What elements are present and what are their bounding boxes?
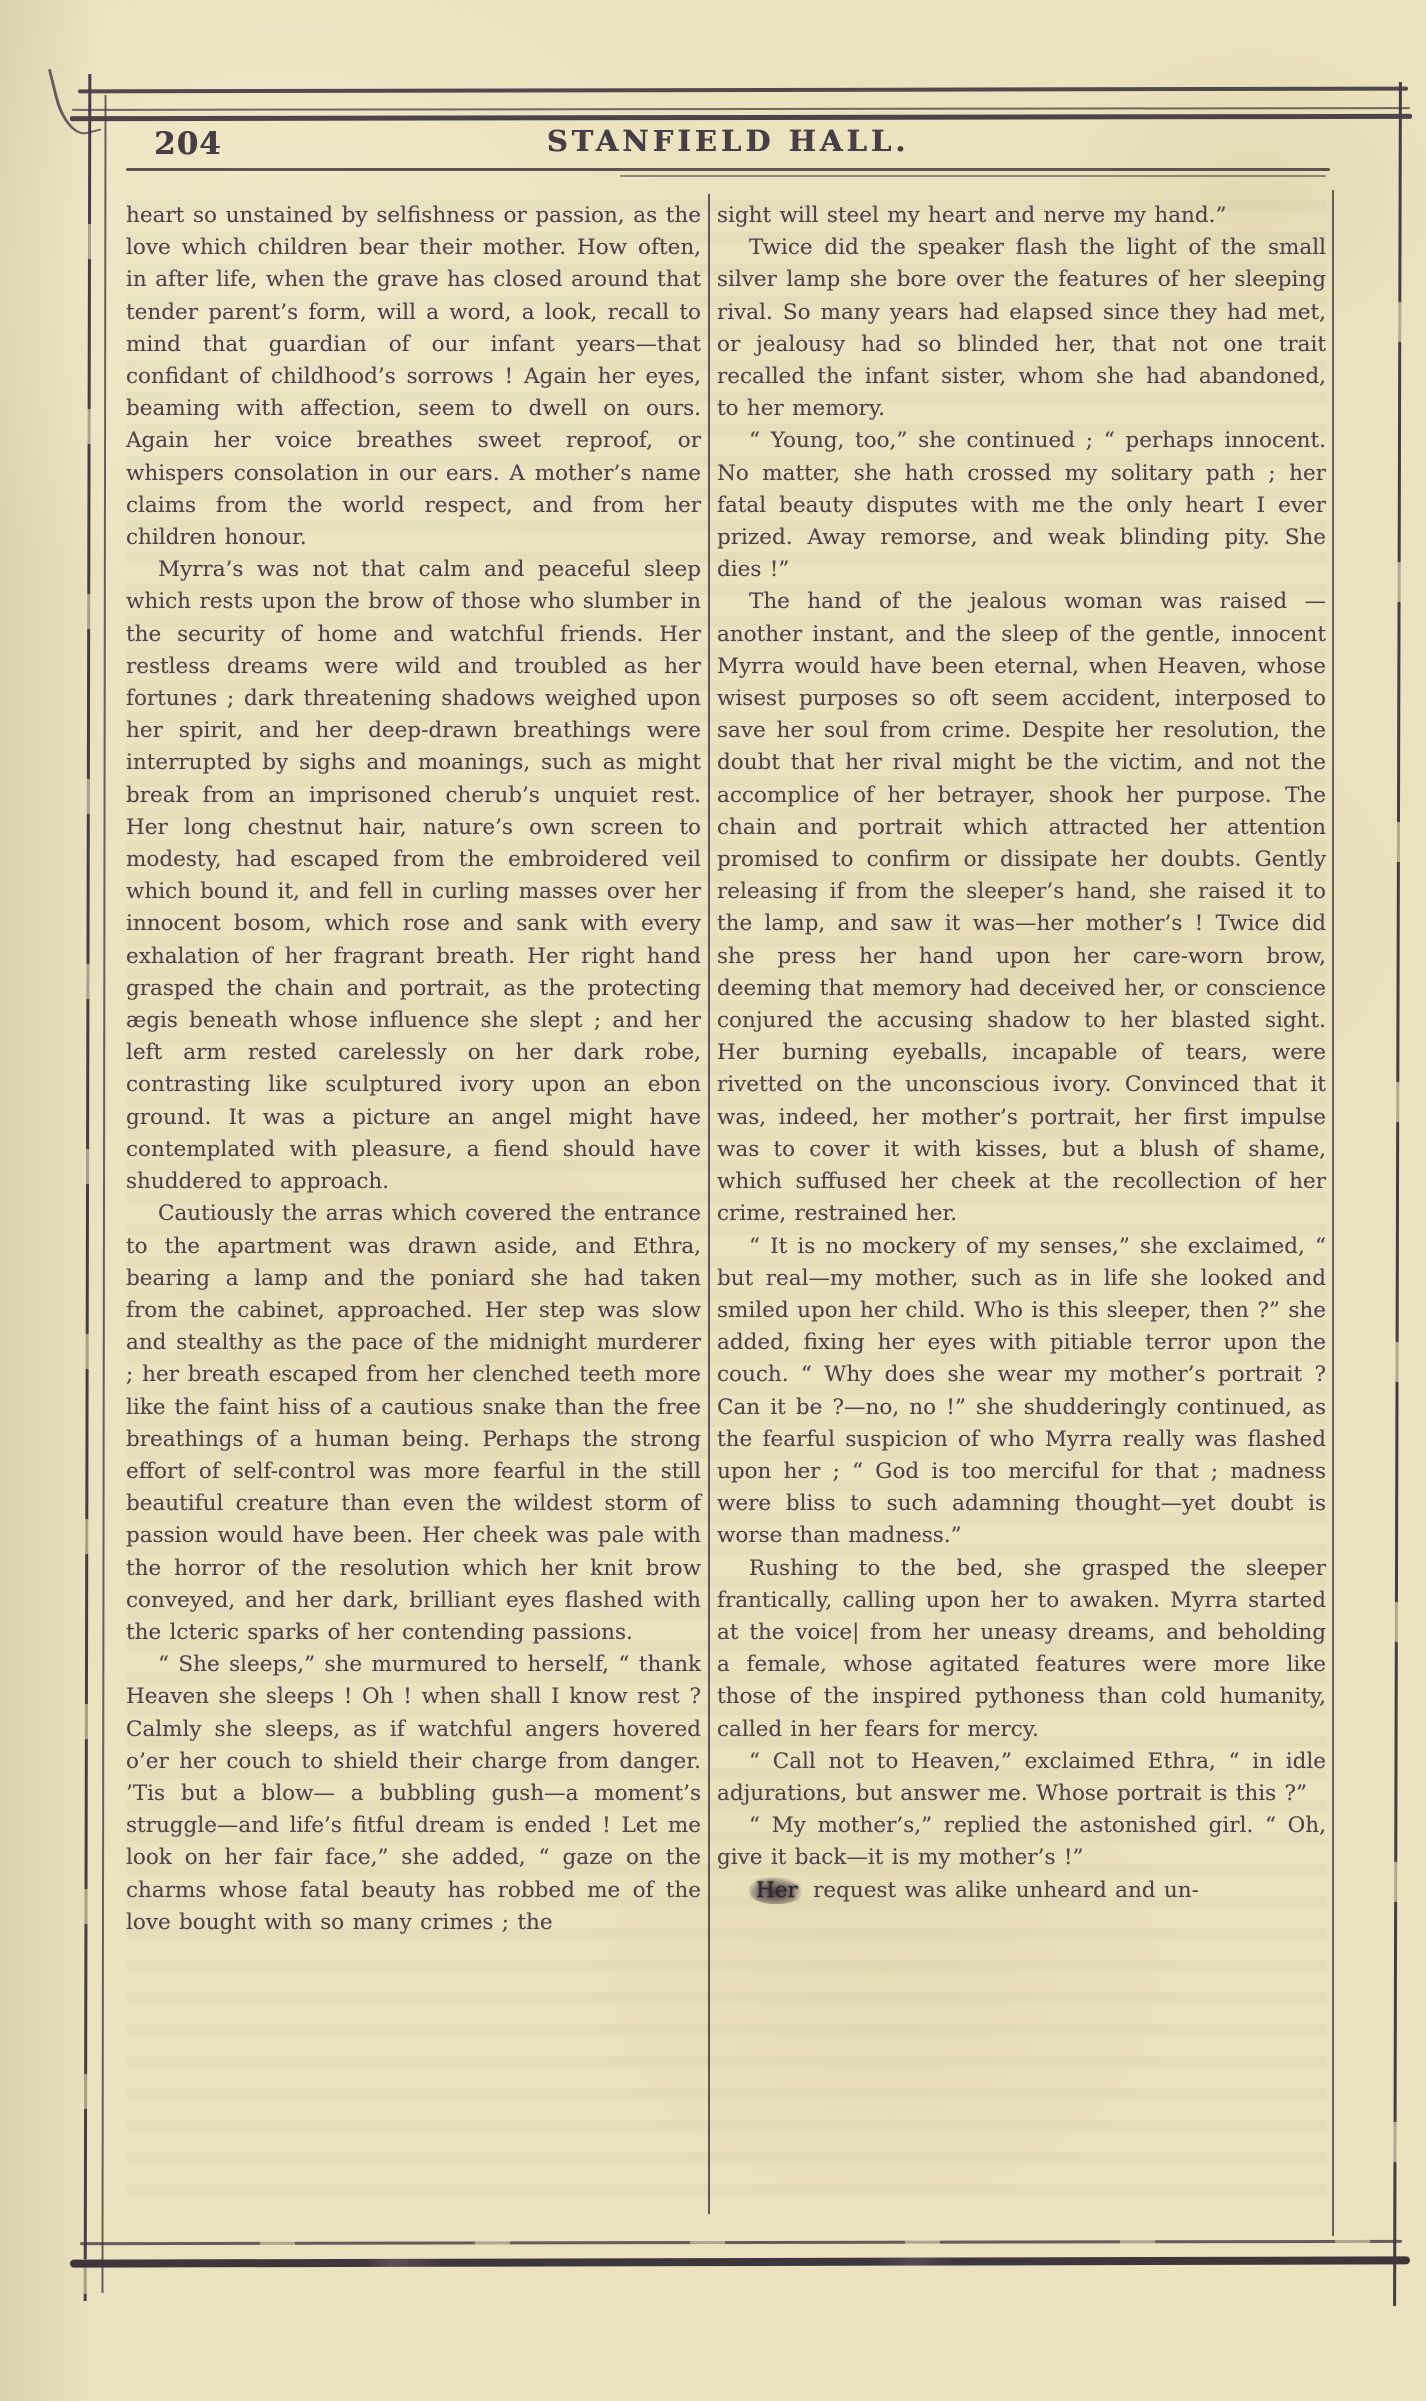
paragraph: sight will steel my heart and nerve my hand.”	[717, 203, 1227, 228]
left-page-edge-line	[84, 74, 92, 2301]
top-border-rule-inner	[70, 114, 1412, 121]
paragraph: “ Young, too,” she continued ; “ perhaps innocent. No matter, she hath crossed my solitary path ; her fatal beauty disputes with me the only heart I ever prized. Away remorse, and weak blinding pity. She dies !”	[717, 428, 1326, 583]
ink-blotted-word: Her	[749, 1877, 805, 1904]
left-frame-line	[101, 95, 106, 2293]
text-columns	[126, 200, 1326, 2210]
right-frame-line	[1332, 190, 1334, 2236]
paragraph: Cautiously the arras which covered the entrance to the apartment was drawn aside, and Ethra, bearing a lamp and the poniard she had taken from the cabinet, approached. Her step was slow and stealthy as the pace of the midnight murderer ; her breath escaped from her clenched teeth more like the faint hiss of a cautious snake than the free breathings of a human being. Perhaps the strong effort of self-control was more fearful in the still beautiful creature than even the wildest storm of passion would have been. Her cheek was pale with the horror of the resolution which her knit brow conveyed, and her dark, brilliant eyes flashed with the lcteric sparks of her contending passions.	[126, 1201, 701, 1645]
header-rule	[126, 168, 1330, 171]
page-number: 204	[154, 126, 222, 162]
paragraph: “ My mother’s,” replied the astonished girl. “ Oh, give it back—it is my mother’s !”	[717, 1813, 1326, 1871]
paragraph: “ Call not to Heaven,” exclaimed Ethra, “ in idle adjurations, but answer me. Whose portrait is this ?”	[717, 1748, 1326, 1806]
paragraph: “ It is no mockery of my senses,” she exclaimed, “ but real—my mother, such as in life she looked and smiled upon her child. Who is this sleeper, then ?” she added, fixing her eyes with pitiable terror upon the couch. “ Why does she wear my mother’s portrait ? Can it be ?—no, no !” she shudderingly continued, as the fearful suspicion of who Myrra really was flashed upon her ; “ God is too merciful for that ; madness were bliss to such adamning thought—yet doubt is worse than madness.”	[717, 1233, 1326, 1549]
right-page-edge-line	[1393, 82, 1402, 2306]
right-column-paragraphs	[717, 200, 1326, 1875]
corner-pen-mark	[48, 61, 101, 140]
paragraph: The hand of the jealous woman was raised —another instant, and the sleep of the gentle, innocent Myrra would have been eternal, when Heaven, whose wisest purposes so oft seem accident, interposed to save her soul from crime. Despite her resolution, the doubt that her rival might be the victim, and not the accomplice of her betrayer, shook her purpose. The chain and portrait which attracted her attention promised to confirm or dissipate her doubts. Gently releasing if from the sleeper’s hand, she raised it to the lamp, and saw it was—her mother’s ! Twice did she press her hand upon her care-worn brow, deeming that memory had deceived her, or conscience conjured the accusing shadow to her blasted sight. Her burning eyeballs, incapable of tears, were rivetted on the unconscious ivory. Convinced that it was, indeed, her mother’s portrait, her first impulse was to cover it with kisses, but a blush of shame, which suffused her cheek at the recollection of her crime, restrained her.	[717, 589, 1326, 1227]
final-line-text: request was alike unheard and un-	[804, 1877, 1199, 1903]
top-border-rule-thin	[72, 107, 1410, 111]
paragraph: heart so unstained by selfishness or passion, as the love which children bear their mother. How often, in after life, when the grave has closed around that tender parent’s form, will a word, a look, recall to mind that guardian of our infant years—that confidant of childhood’s sorrows ! Again her eyes, beaming with affection, seem to dwell on ours. Again her voice breathes sweet reproof, or whispers consolation in our ears. A mother’s name claims from the world respect, and from her children honour.	[126, 203, 701, 551]
paragraph-with-ink-blot	[717, 1875, 1326, 1907]
top-border-rule-outer	[78, 87, 1408, 94]
paragraph: “ She sleeps,” she murmured to herself, “ thank Heaven she sleeps ! Oh ! when shall I know rest ? Calmly she sleeps, as if watchful angers hovered o’er her couch to shield their charge from danger. ’Tis but a blow— a bubbling gush—a moment’s struggle—and life’s fitful dream is ended ! Let me look on her fair face,” she added, “ gaze on the charms whose fatal beauty has robbed me of the love bought with so many crimes ; the	[126, 1652, 701, 1935]
paragraph: Rushing to the bed, she grasped the sleeper frantically, calling upon her to awaken. Myrra started at the voice| from her uneasy dreams, and beholding a female, whose agitated features were more like those of the inspired pythoness than cold humanity, called in her fears for mercy.	[717, 1555, 1326, 1742]
paragraph: Myrra’s was not that calm and peaceful sleep which rests upon the brow of those who slumber in the security of home and watchful friends. Her restless dreams were wild and troubled as her fortunes ; dark threatening shadows weighed upon her spirit, and her deep-drawn breathings were interrupted by sighs and moanings, such as might break from an imprisoned cherub’s unquiet rest. Her long chestnut hair, nature’s own screen to modesty, had escaped from the embroidered veil which bound it, and fell in curling masses over her innocent bosom, which rose and sank with every exhalation of her fragrant breath. Her right hand grasped the chain and portrait, as the protecting ægis beneath whose influence she slept ; and her left arm rested carelessly on her dark robe, contrasting like sculptured ivory upon an ebon ground. It was a picture an angel might have contemplated with pleasure, a fiend should have shuddered to approach.	[126, 557, 701, 1195]
left-column	[126, 200, 701, 2210]
right-column	[717, 200, 1326, 2210]
bottom-border-rule-thin	[80, 2240, 1402, 2245]
header-rule-echo	[620, 175, 1326, 177]
column-divider	[701, 200, 717, 2210]
paragraph: Twice did the speaker flash the light of the small silver lamp she bore over the features of her sleeping rival. So many years had elapsed since they had met, or jealousy had so blinded her, that not one trait recalled the infant sister, whom she had abandoned, to her memory.	[717, 235, 1326, 422]
page-header	[126, 122, 1330, 170]
bottom-border-rule-thick	[70, 2256, 1410, 2267]
running-title: STANFIELD HALL.	[546, 124, 910, 158]
